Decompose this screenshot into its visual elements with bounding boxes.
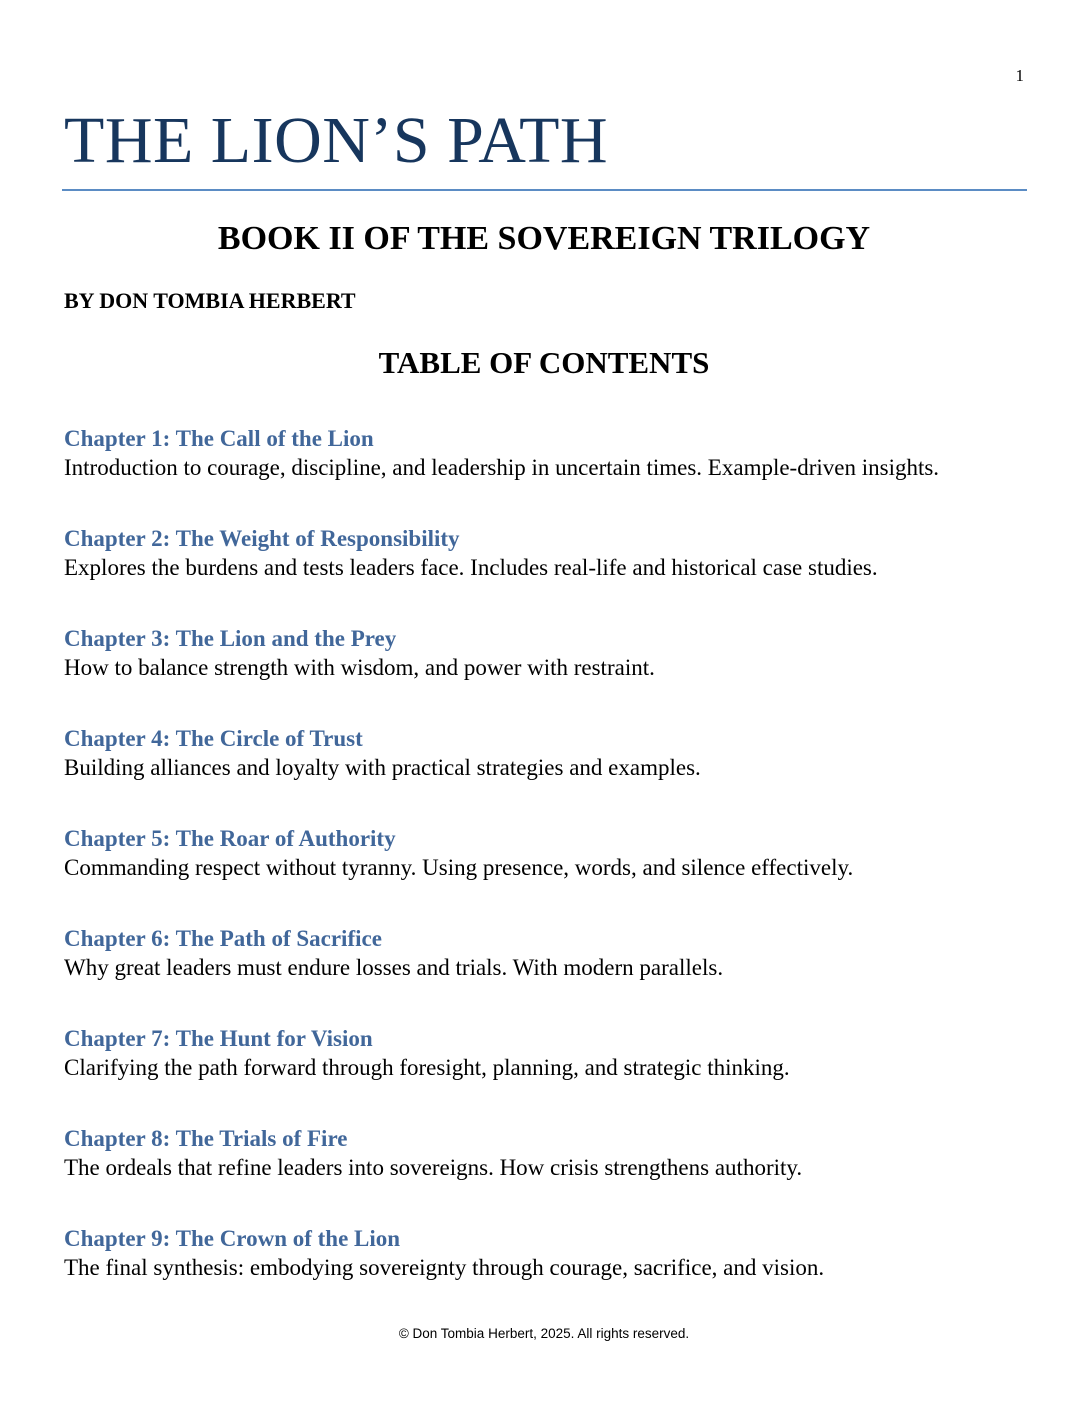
- toc-entry: [64, 524, 1054, 624]
- chapter-description: How to balance strength with wisdom, and power with restraint.: [64, 655, 655, 680]
- chapter-description: The ordeals that refine leaders into sovereigns. How crisis strengthens authority.: [64, 1155, 803, 1180]
- table-of-contents: [64, 424, 1054, 1324]
- chapter-title[interactable]: Chapter 8: The Trials of Fire: [64, 1126, 348, 1151]
- chapter-title[interactable]: Chapter 7: The Hunt for Vision: [64, 1026, 373, 1051]
- chapter-title[interactable]: Chapter 2: The Weight of Responsibility: [64, 526, 460, 551]
- toc-heading: TABLE OF CONTENTS: [378, 345, 710, 380]
- toc-entry: [64, 724, 1054, 824]
- document-title: THE LION’S PATH: [64, 104, 609, 177]
- chapter-title[interactable]: Chapter 9: The Crown of the Lion: [64, 1226, 401, 1251]
- chapter-description: Why great leaders must endure losses and trials. With modern parallels.: [64, 955, 724, 980]
- chapter-description: Commanding respect without tyranny. Using presence, words, and silence effectively.: [64, 855, 854, 880]
- toc-entry: [64, 424, 1054, 524]
- chapter-description: Building alliances and loyalty with practical strategies and examples.: [64, 755, 701, 780]
- chapter-description: Introduction to courage, discipline, and leadership in uncertain times. Example-driven insights.: [64, 455, 940, 480]
- toc-entry: [64, 1024, 1054, 1124]
- chapter-title[interactable]: Chapter 5: The Roar of Authority: [64, 826, 396, 851]
- chapter-title[interactable]: Chapter 6: The Path of Sacrifice: [64, 926, 382, 951]
- chapter-description: The final synthesis: embodying sovereignty through courage, sacrifice, and vision.: [64, 1255, 825, 1280]
- toc-entry: [64, 1224, 1054, 1324]
- chapter-title[interactable]: Chapter 4: The Circle of Trust: [64, 726, 363, 751]
- copyright-footer: © Don Tombia Herbert, 2025. All rights reserved.: [398, 1326, 690, 1341]
- toc-entry: [64, 924, 1054, 1024]
- page-number: 1: [1015, 66, 1024, 85]
- chapter-description: Clarifying the path forward through foresight, planning, and strategic thinking.: [64, 1055, 790, 1080]
- chapter-title[interactable]: Chapter 3: The Lion and the Prey: [64, 626, 397, 651]
- chapter-title[interactable]: Chapter 1: The Call of the Lion: [64, 426, 374, 451]
- title-divider: [62, 189, 1027, 191]
- chapter-description: Explores the burdens and tests leaders face. Includes real-life and historical case studies.: [64, 555, 878, 580]
- byline: BY DON TOMBIA HERBERT: [64, 288, 356, 313]
- toc-entry: [64, 1124, 1054, 1224]
- toc-entry: [64, 824, 1054, 924]
- subtitle: BOOK II OF THE SOVEREIGN TRILOGY: [217, 220, 871, 257]
- toc-entry: [64, 624, 1054, 724]
